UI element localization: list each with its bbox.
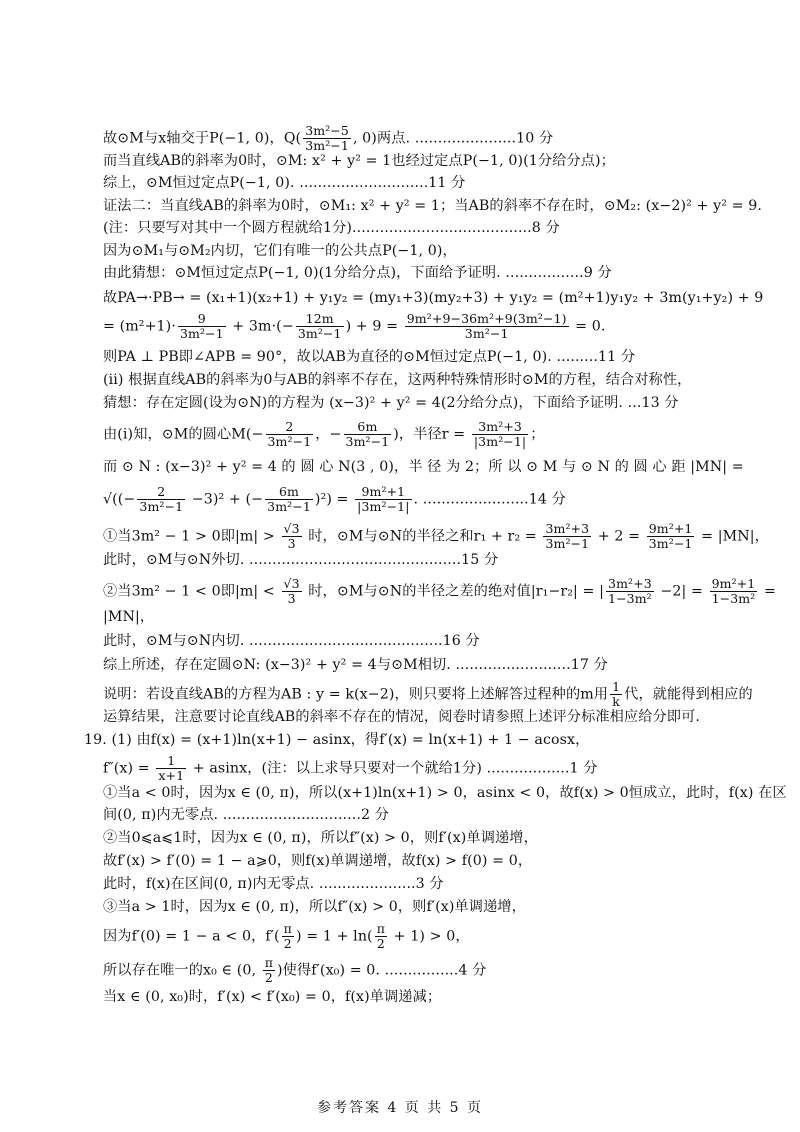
line-34: 当x ∈ (0, x₀)时，f′(x) < f′(x₀) = 0，f(x)单调递减； [103, 989, 442, 1005]
line-32: 因为f′(0) = 1 − a < 0，f′( $\frac{\pi}{2}$ ) = 1 + ln( $\frac{\pi}{2}$ + 1) > 0， [103, 921, 470, 951]
fraction: $\frac{\text{9m²+1}}{\text{|3m²−1|}}$ [357, 484, 410, 514]
line-23: 运算结果，注意要讨论直线AB的斜率不存在的情况，阅卷时请参照上述评分标准相应给分即可. [103, 709, 700, 725]
fraction: $\frac{\pi}{2}$ [283, 921, 292, 951]
fraction: $\frac{1}{x+1}$ [158, 753, 185, 783]
fraction: $\frac{9}{\text{3m²−1}}$ [179, 311, 224, 341]
fraction: $\frac{2}{\text{3m²−1}}$ [139, 484, 184, 514]
line-15: √((− $\frac{2}{\text{3m²−1}}$ −3)² + (− $\frac{6m}{\text{3m²−1}}$ )²) = $\frac{\text{9m²+1}}{\text{|3m²−1|}}$ . .......................14 分 [103, 484, 566, 514]
line-06: 因为⊙M₁与⊙M₂内切，它们有唯一的公共点P(−1, 0)， [103, 243, 457, 259]
line-12: 猜想：存在定圆(设为⊙N)的方程为 (x−3)² + y² = 4(2分给分点)，下面给予证明. ...13 分 [103, 395, 679, 411]
line-11: (ii) 根据直线AB的斜率为0与AB的斜率不存在，这两种特殊情形时⊙M的方程，结合对称性， [103, 372, 692, 388]
line-16: ①当3m² − 1 > 0即|m| > $\frac{√3}{3}$ 时，⊙M与⊙N的半径之和r₁ + r₂ = $\frac{\text{3m²+3}}{\text{3m²−1}}$ + 2 = $\frac{\text{9m²+1}}{\text{3m²−1}}$ = |MN|， [103, 521, 769, 551]
line-09: = (m²+1)· $\frac{9}{\text{3m²−1}}$ + 3m·(− $\frac{12m}{\text{3m²−1}}$ ) + 9 = $\frac{\text{9m²+9−36m²+9(3m²−1)}}{\text{3m²−1}}$ = 0. [103, 311, 606, 341]
line-31: ③当a > 1时，因为x ∈ (0, π)，所以f″(x) > 0，则f′(x)单调递增， [103, 899, 526, 915]
line-33: 所以存在唯一的x₀ ∈ (0, $\frac{\pi}{2}$ )使得f′(x₀) = 0. ................4 分 [103, 955, 487, 985]
line-08: 故PA→·PB→ = (x₁+1)(x₂+1) + y₁y₂ = (my₁+3)(my₂+3) + y₁y₂ = (m²+1)y₁y₂ + 3m(y₁+y₂) + 9 [103, 290, 764, 306]
fraction: $\frac{√3}{3}$ [283, 576, 300, 606]
fraction: $\frac{\text{3m²+3}}{\text{1−3m²}}$ [608, 576, 652, 606]
fraction: $\frac{\pi}{2}$ [376, 921, 386, 951]
line-13: 由(i)知，⊙M的圆心M(− $\frac{2}{\text{3m²−1}}$ ，− $\frac{6m}{\text{3m²−1}}$ )，半径r = $\frac{\text{3m²+3}}{\text{|3m²−1|}}$ ； [103, 419, 545, 449]
fraction: $\frac{\text{3m²−5}}{\text{3m²−1}}$ [305, 123, 349, 153]
line-24: 19. (1) 由f(x) = (x+1)ln(x+1) − asinx，得f′(x) = ln(x+1) + 1 − acosx， [84, 732, 590, 748]
line-03: 综上，⊙M恒过定点P(−1, 0). ............................11 分 [103, 175, 466, 191]
fraction: $\frac{\text{9m²+9−36m²+9(3m²−1)}}{\text{3m²−1}}$ [406, 311, 567, 341]
line-02: 而当直线AB的斜率为0时，⊙M: x² + y² = 1也经过定点P(−1, 0)(1分给分点)； [103, 153, 615, 169]
line-05: (注：只要写对其中一个圆方程就给1分).......................................8 分 [103, 220, 560, 236]
line-01: 故⊙M与x轴交于P(−1, 0)，Q( $\frac{\text{3m²−5}}{\text{3m²−1}}$ , 0)两点. ......................10 分 [103, 123, 554, 153]
line-22: 说明：若设直线AB的方程为AB : y = k(x−2)，则只要将上述解答过程种的m用 $\frac{1}{k}$ 代，就能得到相应的 [103, 679, 753, 709]
line-30: 此时，f(x)在区间(0, π)内无零点. .....................3 分 [103, 876, 444, 892]
fraction: $\frac{√3}{3}$ [283, 521, 300, 551]
fraction: $\frac{\text{9m²+1}}{\text{1−3m²}}$ [711, 576, 756, 606]
fraction: $\frac{\text{9m²+1}}{\text{3m²−1}}$ [648, 521, 693, 551]
page-footer: 参考答案 4 页 共 5 页 [316, 1100, 484, 1116]
fraction: $\frac{2}{\text{3m²−1}}$ [267, 419, 312, 449]
line-07: 由此猜想：⊙M恒过定点P(−1, 0)(1分给分点)，下面给予证明. .................9 分 [103, 265, 612, 281]
line-27: 间(0, π)内无零点. ..............................2 分 [103, 807, 390, 823]
fraction: $\frac{\pi}{2}$ [264, 955, 274, 985]
line-17: 此时，⊙M与⊙N外切. ..............................................15 分 [103, 552, 499, 568]
line-21: 综上所述，存在定圆⊙N: (x−3)² + y² = 4与⊙M相切. .........................17 分 [103, 657, 608, 673]
line-18: ②当3m² − 1 < 0即|m| < $\frac{√3}{3}$ 时，⊙M与⊙N的半径之差的绝对值|r₁−r₂| = | $\frac{\text{3m²+3}}{\text{1−3m²}}$ −2| = $\frac{\text{9m²+1}}{\text{1−3m²}}$ = [103, 576, 776, 606]
fraction: $\frac{12m}{\text{3m²−1}}$ [297, 311, 342, 341]
fraction: $\frac{\text{3m²+3}}{\text{|3m²−1|}}$ [473, 419, 527, 449]
fraction: $\frac{1}{k}$ [612, 679, 621, 709]
line-29: 故f′(x) > f′(0) = 1 − a⩾0，则f(x)单调递增，故f(x) > f(0) = 0， [103, 853, 533, 869]
fraction: $\frac{6m}{\text{3m²−1}}$ [267, 484, 311, 514]
line-14: 而 ⊙ N : (x−3)² + y² = 4 的 圆 心 N(3 , 0)，半 径 为 2；所 以 ⊙ M 与 ⊙ N 的 圆 心 距 |MN| = [103, 459, 744, 475]
line-20: 此时，⊙M与⊙N内切. ..........................................16 分 [103, 633, 480, 649]
line-26: ①当a < 0时，因为x ∈ (0, π)，所以(x+1)ln(x+1) > 0，asinx < 0，故f(x) > 0恒成立，此时，f(x) 在区 [103, 785, 787, 801]
line-10: 则PA ⊥ PB即∠APB = 90°，故以AB为直径的⊙M恒过定点P(−1, 0). .........11 分 [103, 349, 636, 365]
line-04: 证法二：当直线AB的斜率为0时，⊙M₁: x² + y² = 1；当AB的斜率不存在时，⊙M₂: (x−2)² + y² = 9. [103, 198, 762, 214]
fraction: $\frac{\text{3m²+3}}{\text{3m²−1}}$ [545, 521, 590, 551]
line-28: ②当0⩽a⩽1时，因为x ∈ (0, π)，所以f″(x) > 0，则f′(x)单调递增， [103, 830, 538, 846]
line-25: f″(x) = $\frac{1}{x+1}$ + asinx，(注：以上求导只要对一个就给1分) ..................1 分 [103, 753, 598, 783]
fraction: $\frac{6m}{\text{3m²−1}}$ [345, 419, 390, 449]
line-19: |MN|， [103, 609, 155, 625]
